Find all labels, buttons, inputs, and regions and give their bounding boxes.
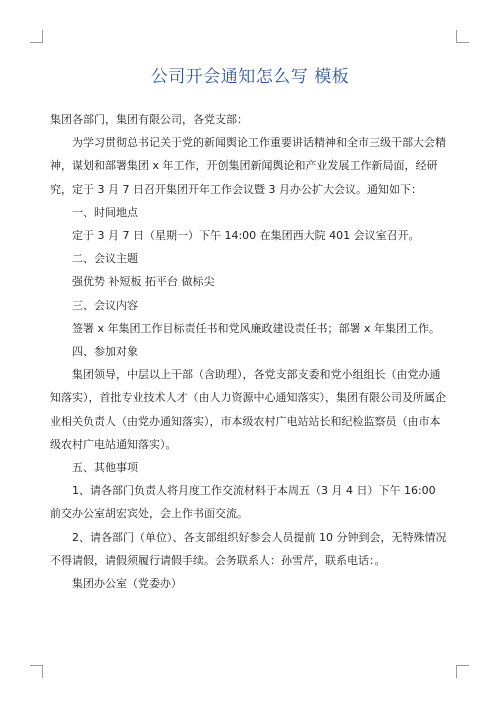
salutation: 集团各部门，集团有限公司，各党支部： (50, 113, 248, 126)
crop-mark-top-left (30, 30, 43, 43)
crop-mark-bottom-right (456, 665, 469, 678)
document-body (50, 108, 450, 595)
body-paragraph: 1、请各部门负责人将月度工作交流材料于本周五（3 月 4 日）下午 16:00 前交办公室胡宏宾处，会上作书面交流。 (50, 484, 436, 521)
section-heading: 二、会议主题 (72, 252, 138, 266)
crop-mark-bottom-left (30, 665, 43, 678)
body-paragraph: 强优势 补短板 拓平台 做标尖 (72, 275, 215, 289)
body-paragraph: 定于 3 月 7 日（星期一）下午 14:00 在集团西大院 401 会议室召开。 (72, 229, 420, 243)
body-paragraph: 签署 x 年集团工作目标责任书和党风廉政建设责任书；部署 x 年集团工作。 (72, 321, 441, 335)
section-heading: 四、参加对象 (72, 345, 138, 359)
section-heading: 五、其他事项 (72, 461, 138, 475)
signature: 集团办公室（党委办） (72, 577, 182, 591)
body-paragraph: 2、请各部门（单位）、各支部组织好参会人员提前 10 分钟到会，无特殊情况不得请假，请假须履行请假手续。会务联系人：孙雪芹，联系电话：。 (50, 530, 447, 567)
section-heading: 三、会议内容 (72, 298, 138, 312)
intro-paragraph: 为学习贯彻总书记关于党的新闻舆论工作重要讲话精神和全市三级干部大会精神，谋划和部署集团 x 年工作，开创集团新闻舆论和产业发展工作新局面，经研究，定于 3 月 7 日召开集团开年工作会议暨 3 月办公扩大会议。通知如下： (50, 136, 446, 196)
crop-mark-top-right (456, 30, 469, 43)
document-title: 公司开会通知怎么写 模板 (150, 67, 350, 87)
section-heading: 一、时间地点 (72, 205, 138, 219)
body-paragraph: 集团领导，中层以上干部（含助理），各党支部支委和党小组组长（由党办通知落实），首批专业技术人才（由人力资源中心通知落实），集团有限公司及所属企业相关负责人（由党办通知落实），市本级农村广电站站长和纪检监察员（由市本级农村广电站通知落实）。 (50, 368, 446, 451)
